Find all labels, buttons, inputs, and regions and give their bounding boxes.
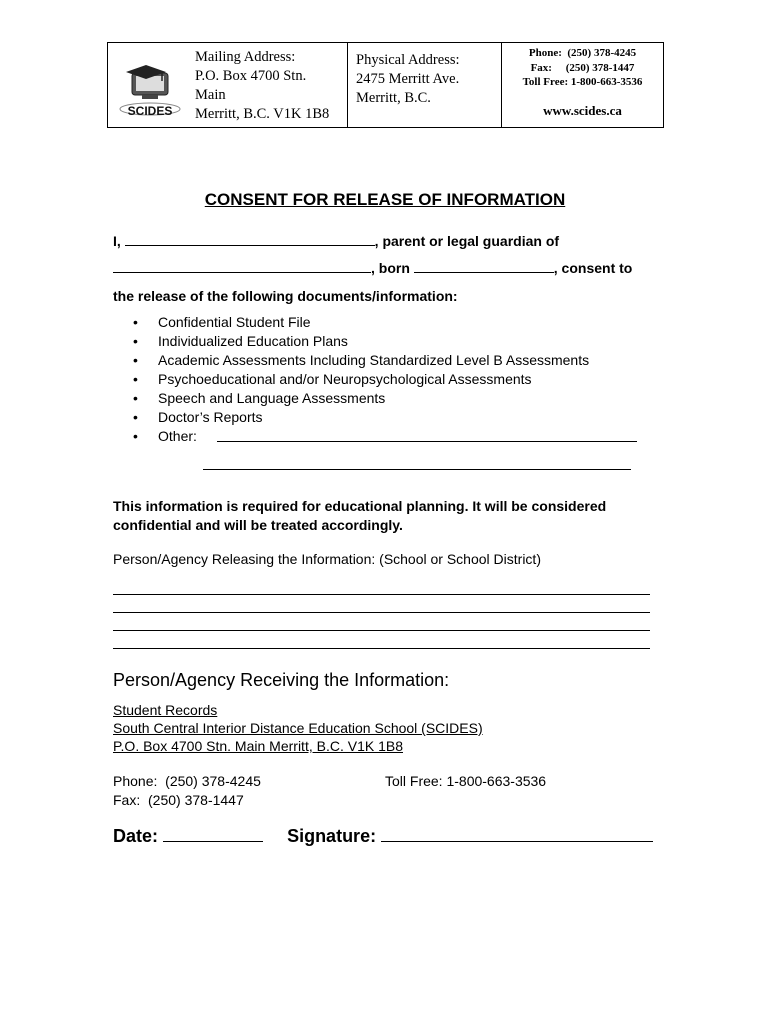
mailing-address xyxy=(195,48,329,124)
receiving-address xyxy=(113,701,483,755)
bullet-icon: • xyxy=(133,314,138,330)
physical-address-line: Merritt, B.C. xyxy=(356,90,431,106)
birthdate-field[interactable] xyxy=(414,260,554,273)
bullet-icon: • xyxy=(133,390,138,406)
physical-address-line: 2475 Merritt Ave. xyxy=(356,71,460,87)
receiving-toll-free: Toll Free: 1-800-663-3536 xyxy=(385,773,547,789)
list-item xyxy=(130,427,589,446)
list-item-label: Confidential Student File xyxy=(158,314,311,330)
signoff-line xyxy=(113,825,653,847)
releasing-field-line-1[interactable] xyxy=(113,594,650,595)
physical-address-label: Physical Address: xyxy=(356,52,460,68)
contact-phone: Phone: (250) 378-4245 xyxy=(528,47,637,59)
receiving-fax: Fax: (250) 378-1447 xyxy=(113,792,244,808)
list-item-label: Academic Assessments Including Standardized Level B Assessments xyxy=(158,352,590,368)
list-item xyxy=(130,313,589,332)
bullet-icon: • xyxy=(133,371,138,387)
list-item xyxy=(130,351,589,370)
releasing-field-line-3[interactable] xyxy=(113,630,650,631)
mailing-address-line: P.O. Box 4700 Stn. xyxy=(195,68,307,84)
logo-wordmark: SCIDES xyxy=(127,104,173,118)
list-item xyxy=(130,370,589,389)
releasing-field-line-2[interactable] xyxy=(113,612,650,613)
consent-text: , parent or legal guardian of xyxy=(374,233,560,249)
contact-toll-free: Toll Free: 1-800-663-3536 xyxy=(522,76,643,88)
signature-label: Signature: xyxy=(287,826,377,846)
guardian-name-field[interactable] xyxy=(125,233,375,246)
scides-logo xyxy=(116,63,188,121)
bullet-icon: • xyxy=(133,333,138,349)
consent-text: , consent to xyxy=(553,260,633,276)
student-name-field[interactable] xyxy=(113,260,371,273)
mailing-address-label: Mailing Address: xyxy=(195,49,296,65)
address-line: Student Records xyxy=(113,702,218,718)
notice-line: This information is required for educational planning. It will be considered xyxy=(113,498,607,514)
notice-line: confidential and will be treated accordingly. xyxy=(113,517,403,533)
other-field-line-1[interactable] xyxy=(217,441,637,442)
bullet-icon: • xyxy=(133,409,138,425)
releasing-label: Person/Agency Releasing the Information: (School or School District) xyxy=(113,551,541,567)
consent-line-3: the release of the following documents/information: xyxy=(113,288,458,304)
receiving-heading: Person/Agency Receiving the Information: xyxy=(113,670,450,690)
logo-mailing-cell xyxy=(108,43,348,127)
consent-text: , born xyxy=(371,260,410,276)
list-item xyxy=(130,332,589,351)
list-item-label: Psychoeducational and/or Neuropsychological Assessments xyxy=(158,371,532,387)
receiving-phone: Phone: (250) 378-4245 xyxy=(113,773,261,789)
date-field[interactable] xyxy=(163,825,263,842)
contact-cell xyxy=(502,43,663,127)
address-line: P.O. Box 4700 Stn. Main Merritt, B.C. V1K 1B8 xyxy=(113,738,403,754)
date-label: Date: xyxy=(113,826,159,846)
page-title: CONSENT FOR RELEASE OF INFORMATION xyxy=(204,190,566,209)
confidentiality-notice xyxy=(113,497,606,535)
physical-address-cell xyxy=(348,43,502,127)
releasing-field-line-4[interactable] xyxy=(113,648,650,649)
documents-list xyxy=(130,313,589,446)
consent-text: I, xyxy=(113,233,121,249)
list-item-label: Doctor’s Reports xyxy=(158,409,263,425)
mailing-address-line: Main xyxy=(195,87,226,103)
other-field-line-2[interactable] xyxy=(203,469,631,470)
list-item xyxy=(130,408,589,427)
mailing-address-line: Merritt, B.C. V1K 1B8 xyxy=(195,106,330,122)
list-item-label: Speech and Language Assessments xyxy=(158,390,386,406)
letterhead-table xyxy=(107,42,664,128)
website-link[interactable]: www.scides.ca xyxy=(543,103,622,118)
bullet-icon: • xyxy=(133,428,138,444)
consent-line-2 xyxy=(113,260,632,276)
contact-fax: Fax: (250) 378-1447 xyxy=(530,61,635,74)
list-item-label: Individualized Education Plans xyxy=(158,333,348,349)
list-item-label: Other: xyxy=(158,428,197,444)
signature-field[interactable] xyxy=(381,825,653,842)
bullet-icon: • xyxy=(133,352,138,368)
contact-numbers xyxy=(502,46,663,90)
address-line: South Central Interior Distance Education School (SCIDES) xyxy=(113,720,483,736)
list-item xyxy=(130,389,589,408)
consent-line-1 xyxy=(113,233,559,249)
physical-address xyxy=(356,51,460,108)
